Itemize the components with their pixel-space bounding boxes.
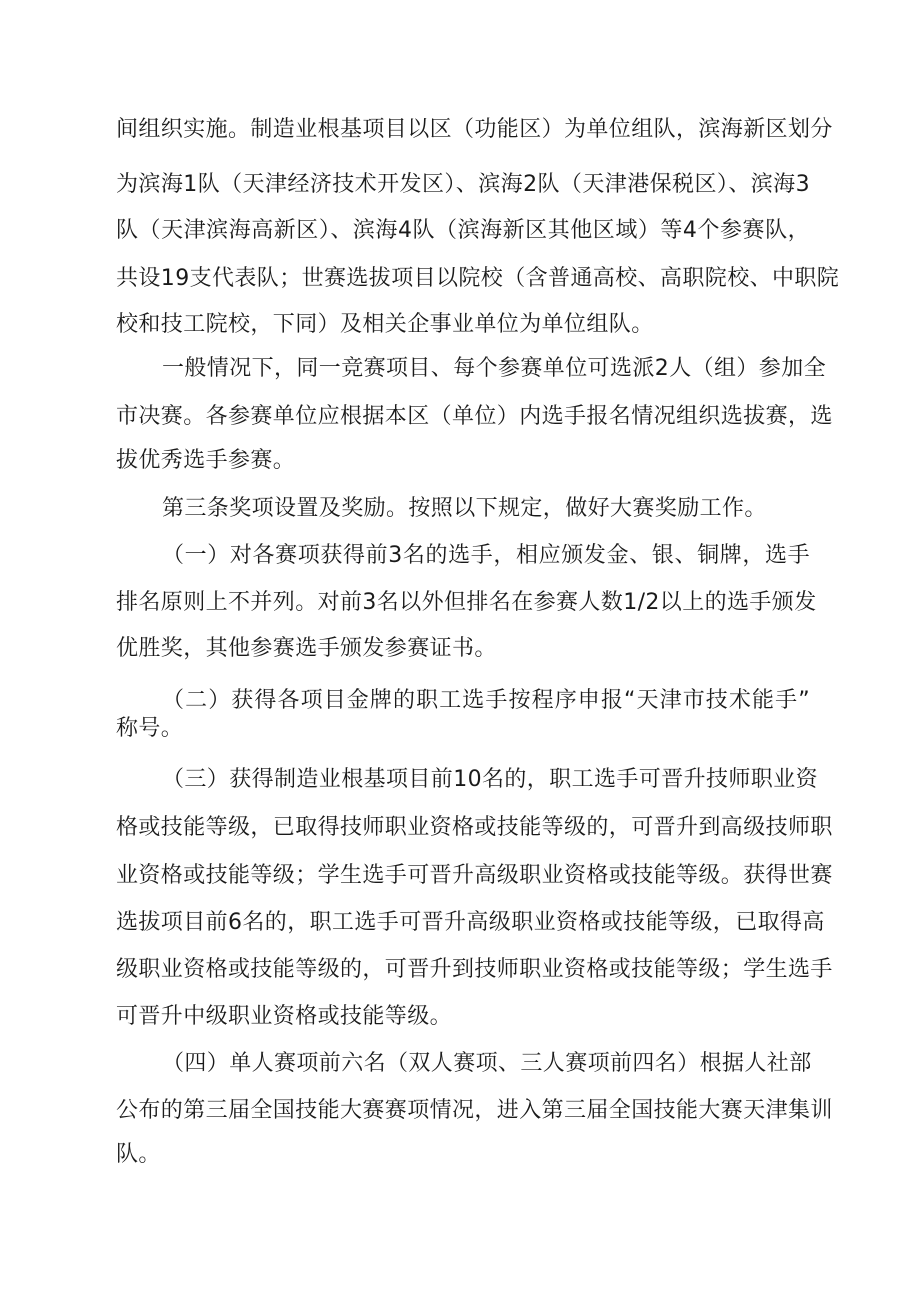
text-line: 校和技工院校，下同）及相关企事业单位为单位组队。 <box>116 312 654 337</box>
text-line: 格或技能等级，已取得技师职业资格或技能等级的，可晋升到高级技师职 <box>116 815 833 840</box>
text-line: 为滨海1队（天津经济技术开发区）、滨海2队（天津港保税区）、滨海3 <box>116 172 810 197</box>
text-line: 一般情况下，同一竞赛项目、每个参赛单位可选派2人（组）参加全 <box>162 356 826 381</box>
text-line: 业资格或技能等级；学生选手可晋升高级职业资格或技能等级。获得世赛 <box>116 863 833 888</box>
text-line: 排名原则上不并列。对前3名以外但排名在参赛人数1/2以上的选手颁发 <box>116 590 817 615</box>
text-line: 优胜奖，其他参赛选手颁发参赛证书。 <box>116 636 497 661</box>
text-line: （三）获得制造业根基项目前10名的，职工选手可晋升技师职业资 <box>162 767 818 792</box>
text-line: 称号。 <box>116 716 184 741</box>
text-line: 拔优秀选手参赛。 <box>116 448 296 473</box>
text-line: 队（天津滨海高新区）、滨海4队（滨海新区其他区域）等4个参赛队， <box>116 218 810 243</box>
text-line: 可晋升中级职业资格或技能等级。 <box>116 1004 453 1029</box>
text-line: 级职业资格或技能等级的，可晋升到技师职业资格或技能等级；学生选手 <box>116 957 833 982</box>
text-line: （二）获得各项目金牌的职工选手按程序申报“天津市技术能手” <box>162 688 810 713</box>
text-line: （四）单人赛项前六名（双人赛项、三人赛项前四名）根据人社部 <box>162 1051 812 1076</box>
text-line: 间组织实施。制造业根基项目以区（功能区）为单位组队，滨海新区划分 <box>116 117 833 142</box>
text-line: 公布的第三届全国技能大赛赛项情况，进入第三届全国技能大赛天津集训 <box>116 1098 833 1123</box>
text-line: 共设19支代表队；世赛选拔项目以院校（含普通高校、高职院校、中职院 <box>116 266 840 291</box>
text-line: 选拔项目前6名的，职工选手可晋升高级职业资格或技能等级，已取得高 <box>116 910 825 935</box>
text-line: 市决赛。各参赛单位应根据本区（单位）内选手报名情况组织选拔赛，选 <box>116 404 833 429</box>
text-line: 队。 <box>116 1142 161 1167</box>
text-line: （一）对各赛项获得前3名的选手，相应颁发金、银、铜牌，选手 <box>162 543 810 568</box>
article-heading: 第三条奖项设置及奖励。按照以下规定，做好大赛奖励工作。 <box>162 496 767 521</box>
